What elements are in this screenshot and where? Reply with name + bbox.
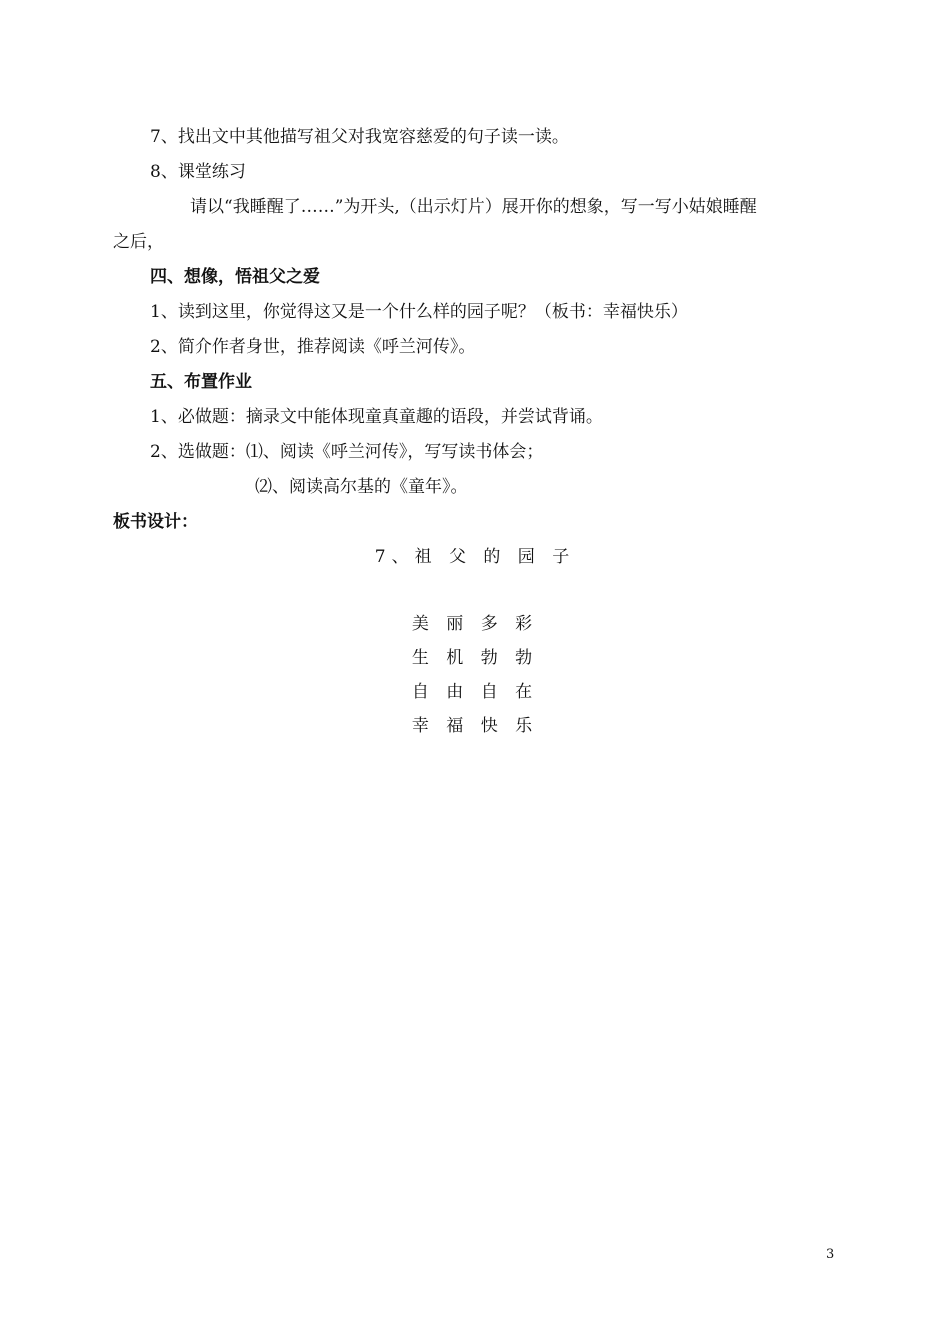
section-heading-5: 五、布置作业: [150, 372, 252, 392]
text-line-4-1: 1、读到这里，你觉得这又是一个什么样的园子呢？（板书：幸福快乐）: [150, 302, 688, 322]
board-item: 自 由 自 在: [411, 682, 539, 702]
text-line-5-2-sub: ⑵、阅读高尔基的《童年》。: [255, 477, 468, 497]
board-item: 美 丽 多 彩: [411, 614, 539, 634]
text-line-exercise-cont: 之后，: [113, 232, 164, 252]
board-item: 幸 福 快 乐: [411, 716, 539, 736]
page-number: 3: [826, 1247, 835, 1262]
section-heading-4: 四、想像，悟祖父之爱: [150, 267, 320, 287]
text-line-exercise: 请以“我睡醒了……”为开头,（出示灯片）展开你的想象，写一写小姑娘睡醒: [190, 197, 757, 217]
text-line-item-8: 8、课堂练习: [150, 162, 246, 182]
text-line-5-2: 2、选做题：⑴、阅读《呼兰河传》，写写读书体会；: [150, 442, 544, 462]
text-line-5-1: 1、必做题：摘录文中能体现童真童趣的语段，并尝试背诵。: [150, 407, 603, 427]
board-title: 7、祖 父 的 园 子: [374, 547, 576, 567]
board-design-heading: 板书设计：: [113, 512, 198, 532]
board-item: 生 机 勃 勃: [411, 648, 539, 668]
text-line-item-7: 7、找出文中其他描写祖父对我宽容慈爱的句子读一读。: [150, 127, 569, 147]
text-line-4-2: 2、简介作者身世，推荐阅读《呼兰河传》。: [150, 337, 476, 357]
